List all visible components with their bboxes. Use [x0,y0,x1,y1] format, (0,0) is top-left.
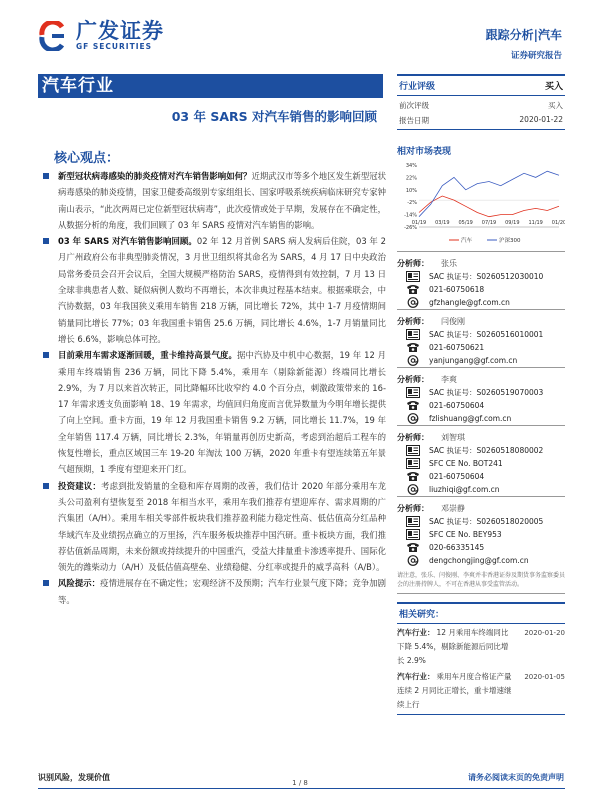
related-list [397,624,565,715]
rating-label: 行业评级 [399,82,436,92]
analyst-name-row [397,256,565,270]
y-tick-label: -2% [407,200,417,207]
y-tick-label: 34% [405,163,417,169]
gf-logo-icon [38,21,72,51]
core-bullet [38,478,386,576]
sidebar [397,74,565,715]
x-tick-label: 01/19 [411,220,427,226]
prev-rating-row [397,96,565,111]
related-label: 汽车行业： [397,628,435,637]
analyst-sac-row [397,386,565,399]
bullet-text: 02 年 12 月首例 SARS 病人发病后住院，03 年 2 月广州政府公布非典型肺炎情况，3 月世卫组织将其命名为 SARS，4 月 17 日中央政治局常务委员会召开会议后，全国大规模严格防治 SARS，疫情得到有效控制，7 月 13 日全球非典患者人数、疑似病例人数均不再增长，本次非典过程基本结束。根据乘联会，中汽协数据，03 年我国狭义乘用车销售 218 万辆，同比增长 72%，其中 1-7 月疫情期间销量同比增长 77%；03 年我国重卡销售 25.6 万辆，同比增长 4.6%，1-7 月销量同比增长 6.6%，影响总体可控。 [58,236,386,344]
analyst-label: 分析师： [397,432,429,442]
bullet-text: 考虑到批发销量的全稳和库存周期的改善，我们估计 2020 年部分乘用车龙头公司盈利有望恢复至 2018 年相当水平，乘用车我们推荐有望迎库存、需求周期的广汽集团（A/H）。乘用车相关零部件板块我们推荐盈利能力稳定性高、低估值高分红品种华域汽车及业绩拐点确立的万里扬，汽车服务板块推荐中国汽研。重卡板块方面，我们推荐估值新品周期，未来份额或持续提升的中国重汽，受益大排量重卡渗透率提升、国际化领先的潍柴动力（A/H）及低估值高壁垒、业绩稳健、分红率或提升的威孚高科（A/B）。 [58,480,387,573]
bullet-heading: 03 年 SARS 对汽车销售影响回顾。 [58,236,197,247]
series-line [419,196,559,217]
analyst-phone-row [397,470,565,483]
email-icon [405,355,421,366]
bullet-text: 近期武汉市等多个地区发生新型冠状病毒感染的肺炎疫情，国家卫健委高级别专家组组长、国家呼吸系统疾病临床研究专家钟南山表示，“此次两周已定位新型冠状病毒”，此次疫情或处于早期，发展存在不确定性，从数据分析的角度，我们回顾了 03 年 SARS 疫情对汽车销售的影响。 [58,171,387,230]
analyst-email-row [397,412,565,425]
id-card-icon [405,529,421,540]
analyst-sfc-row [397,528,565,541]
analyst-sac: SAC 执证号：S0260516010001 [429,330,544,339]
bullet-square-icon [43,173,49,179]
rating-value: 买入 [544,82,563,92]
footer-slogan: 识别风险，发现价值 [38,773,110,782]
analyst-label: 分析师： [397,503,429,513]
series-line [419,171,559,217]
analyst-card [397,425,565,496]
bullet-text: 疫情进展存在不确定性；宏观经济不及预期；汽车行业景气度下降；竞争加剧等。 [58,578,387,605]
phone-icon [405,542,421,553]
rating-header [397,74,565,96]
analyst-email-row [397,296,565,309]
related-heading: 相关研究： [397,602,565,624]
analyst-email[interactable]: yanjungang@gf.com.cn [429,356,518,365]
analyst-sfc-row [397,457,565,470]
analyst-phone-row [397,399,565,412]
core-points [38,168,386,608]
bullet-square-icon [43,580,49,586]
analyst-name: 张乐 [441,258,457,268]
id-card-icon [405,516,421,527]
x-tick-label: 11/19 [528,220,543,226]
report-sub: 证券研究报告 [510,51,562,61]
footer-divider [38,788,565,789]
analyst-list [397,251,565,567]
related-date: 2020-01-05 [524,673,565,681]
analyst-sfc: SFC CE No. BOT241 [429,459,503,468]
analyst-sac: SAC 执证号：S0260519070003 [429,388,544,397]
y-tick-label: 10% [405,187,417,194]
analyst-name-row [397,372,565,386]
related-item[interactable] [397,624,565,668]
report-date-value: 2020-01-22 [519,115,563,124]
id-card-icon [405,387,421,398]
analyst-email[interactable]: liuzhiqi@gf.com.cn [429,485,500,494]
bullet-text: 据中汽协及中机中心数据，19 年 12 月乘用车终端销售 236 万辆，同比下降 5.4%，乘用车（剔除新能源）终端同比增长 2.9%，为 7 月以来首次转正，同比降幅环比收窄约 4.0 个百分点，刺激政策带来的 16-17 年需求透支负面影响 18、19 年需求，均值回归角度而言优异数量为今明年增长提供了向上空间。重卡方面，19 年 12 月我国重卡销售 9.2 万辆，同比增长 11.7%，19 年全年销售 117.4 万辆，同比增长 2.3%，年销量再创历史新高，考虑到治超后工程车的恢复性增长，重点区域国三车 19-20 年淘汰 100 万辆，2020 年重卡有望连续第五年景气超预期，1 季度有望迎来开门红。 [58,350,386,475]
analyst-card [397,309,565,367]
email-icon [405,484,421,495]
email-icon [405,413,421,424]
x-tick-label: 05/19 [458,220,473,226]
analyst-email[interactable]: dengchongjing@gf.com.cn [429,556,529,565]
x-tick-label: 07/19 [481,220,497,226]
page-number: 1 / 8 [292,779,308,787]
analyst-name-row [397,314,565,328]
id-card-icon [405,329,421,340]
analyst-label: 分析师： [397,374,429,384]
analyst-name: 邓崇静 [441,503,465,513]
analyst-name: 刘智琪 [441,432,465,442]
core-heading: 核心观点： [54,151,120,166]
chart-svg [397,161,565,247]
bullet-square-icon [43,483,49,489]
core-bullet [38,347,386,477]
relative-performance-chart [397,161,565,247]
report-title: 03 年 SARS 对汽车销售的影响回顾 [171,109,377,124]
analyst-sac: SAC 执证号：S0260518080002 [429,446,544,455]
analyst-disclaimer: 请注意，张乐、闫俊刚、李爽并非香港证券及期货事务监察委员会的注册持牌人，不可在香港从事受监管活动。 [397,571,565,594]
analyst-sac-row [397,444,565,457]
analyst-card [397,496,565,567]
analyst-name-row [397,430,565,444]
analyst-sfc: SFC CE No. BEY953 [429,530,502,539]
core-bullet [38,575,386,608]
bullet-heading: 投资建议： [58,480,102,491]
y-tick-label: 22% [405,175,417,182]
analyst-phone: 021-60750621 [429,343,485,352]
analyst-label: 分析师： [397,258,429,268]
analyst-phone-row [397,283,565,296]
bullet-heading: 风险提示： [58,578,101,589]
market-heading: 相对市场表现 [397,147,452,157]
x-tick-label: 03/19 [435,220,450,226]
id-card-icon [405,271,421,282]
related-date: 2020-01-20 [524,629,565,637]
analyst-label: 分析师： [397,316,429,326]
bullet-square-icon [43,352,49,358]
core-bullet [38,233,386,347]
analyst-card [397,251,565,309]
phone-icon [405,400,421,411]
bullet-heading: 目前乘用车需求逐渐回暖，重卡维持高景气度。 [58,350,238,361]
logo-cn: 广发证券 [76,19,164,43]
analyst-sac-row [397,328,565,341]
prev-rating-label: 前次评级 [399,101,429,110]
analyst-sac-row [397,515,565,528]
report-type: 跟踪分析|汽车 [485,28,562,42]
related-text: 12 月乘用车终端同比下降 5.4%，剔除新能源后同比增长 2.9% [397,628,509,665]
analyst-phone: 020-66335145 [429,543,485,552]
y-tick-label: -14% [404,212,417,219]
legend-label: 汽车 [461,238,473,244]
bullet-heading: 新型冠状病毒感染的肺炎疫情对汽车销售影响如何？ [58,171,252,181]
phone-icon [405,342,421,353]
analyst-email-row [397,554,565,567]
core-bullet [38,168,386,233]
related-text: 乘用车月度合格证产量连续 2 月同比正增长，重卡增速继续上行 [397,672,512,709]
id-card-icon [405,445,421,456]
industry-banner: 汽车行业 [38,74,383,98]
report-date-label: 报告日期 [399,116,429,125]
prev-rating-value: 买入 [548,101,563,110]
related-label: 汽车行业： [397,672,435,681]
email-icon [405,555,421,566]
analyst-name-row [397,501,565,515]
company-logo [38,20,164,52]
analyst-email-row [397,483,565,496]
analyst-phone-row [397,341,565,354]
x-tick-label: 01/20 [551,220,565,226]
analyst-card [397,367,565,425]
phone-icon [405,284,421,295]
report-date-row [397,111,565,130]
analyst-sac-row [397,270,565,283]
phone-icon [405,471,421,482]
related-item[interactable] [397,668,565,715]
analyst-phone: 021-60750604 [429,472,485,481]
analyst-email-row [397,354,565,367]
analyst-phone-row [397,541,565,554]
analyst-email[interactable]: gfzhangle@gf.com.cn [429,298,510,307]
analyst-sac: SAC 执证号：S0260512030010 [429,272,544,281]
legend-label: 沪深300 [499,238,521,244]
analyst-name: 闫俊刚 [441,316,465,326]
logo-en: GF SECURITIES [76,42,153,51]
analyst-name: 李爽 [441,374,457,384]
analyst-sac: SAC 执证号：S0260518020005 [429,517,544,526]
analyst-phone: 021-60750604 [429,401,485,410]
email-icon [405,297,421,308]
footer-disclaimer-link: 请务必阅读末页的免责声明 [468,773,564,782]
y-tick-label: -26% [404,225,417,231]
bullet-square-icon [43,238,49,244]
analyst-email[interactable]: fzlishuang@gf.com.cn [429,414,512,423]
x-tick-label: 09/19 [505,220,520,226]
page-header [0,0,600,70]
id-card-icon [405,458,421,469]
analyst-phone: 021-60750618 [429,285,485,294]
